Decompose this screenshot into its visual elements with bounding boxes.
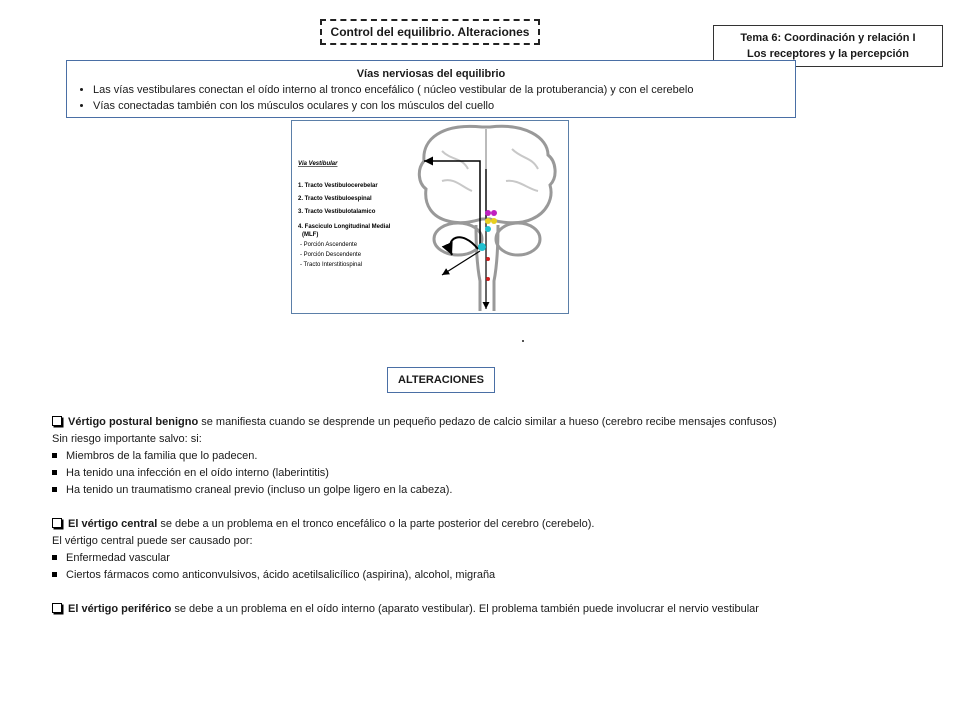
- square-bullet-icon: [52, 487, 57, 492]
- brain-diagram-svg: [292, 121, 568, 313]
- list-item: [52, 448, 932, 465]
- list-item: [52, 567, 932, 584]
- legend-item: - Tracto Interstitiospinal: [300, 262, 363, 268]
- list-item-text: Miembros de la familia que lo padecen.: [66, 450, 258, 462]
- list-item: • Las vías vestibulares conectan el oído interno al tronco encefálico ( núcleo vestibular de la protuberancia) y con el cerebelo: [93, 82, 795, 98]
- legend-item: - Porción Descendente: [300, 252, 362, 258]
- vias-box: [66, 60, 796, 118]
- legend-item: - Porción Ascendente: [300, 242, 358, 248]
- list-item-text: Enfermedad vascular: [66, 552, 170, 564]
- square-bullet-icon: [52, 555, 57, 560]
- square-bullet-icon: [52, 470, 57, 475]
- list-item: [52, 465, 932, 482]
- legend-item: 3. Tracto Vestibulotalamico: [298, 209, 376, 215]
- square-bullet-icon: [52, 572, 57, 577]
- section-sub: Sin riesgo importante salvo: si:: [52, 433, 202, 445]
- legend-heading: Vía Vestibular: [298, 161, 338, 167]
- alteraciones-label: ALTERACIONES: [387, 367, 495, 393]
- checkbox-bullet-icon: [52, 518, 62, 528]
- vias-title: Vías nerviosas del equilibrio: [356, 68, 506, 80]
- list-item: [52, 482, 932, 499]
- topic-line-2: Los receptores y la percepción: [746, 48, 909, 60]
- section-heading: [52, 414, 932, 431]
- section-text: se manifiesta cuando se desprende un pequeño pedazo de calcio similar a hueso (cerebro recibe mensajes confusos): [198, 416, 777, 428]
- page-title: Control del equilibrio. Alteraciones: [320, 19, 540, 45]
- square-bullet-icon: [52, 453, 57, 458]
- legend-item: 4. Fasciculo Longitudinal Medial: [298, 224, 391, 230]
- section-term: Vértigo postural benigno: [68, 416, 199, 428]
- section-sub: El vértigo central puede ser causado por:: [52, 535, 253, 547]
- section-term: El vértigo periférico: [68, 603, 172, 615]
- section-term: El vértigo central: [68, 518, 158, 530]
- section-heading: [52, 601, 932, 618]
- section-text: se debe a un problema en el tronco encefálico o la parte posterior del cerebro (cerebelo).: [157, 518, 595, 530]
- section-text: se debe a un problema en el oído interno (aparato vestibular). El problema también puede involucrar el nervio vestibular: [171, 603, 759, 615]
- list-item-text: Ha tenido un traumatismo craneal previo (incluso un golpe ligero en la cabeza).: [66, 484, 453, 496]
- list-item: • Vías conectadas también con los músculos oculares y con los músculos del cuello: [93, 98, 795, 114]
- vestibular-pathway-diagram: [291, 120, 569, 314]
- topic-line-1: Tema 6: Coordinación y relación I: [740, 32, 916, 44]
- legend-item: 2. Tracto Vestibuloespinal: [298, 196, 372, 202]
- list-item-text: Ciertos fármacos como anticonvulsivos, ácido acetilsalicílico (aspirina), alcohol, migraña: [66, 569, 496, 581]
- legend-item: 1. Tracto Vestibulocerebelar: [298, 183, 378, 189]
- section-heading: [52, 516, 932, 533]
- checkbox-bullet-icon: [52, 416, 62, 426]
- list-item: [52, 550, 932, 567]
- checkbox-bullet-icon: [52, 603, 62, 613]
- vias-list: [67, 82, 795, 114]
- list-item-text: Ha tenido una infección en el oído interno (laberintitis): [66, 467, 329, 479]
- legend-item: (MLF): [302, 232, 319, 238]
- alteraciones-content: [52, 414, 932, 618]
- cerebrum-shape: [419, 126, 555, 222]
- dot-mark: [522, 340, 524, 342]
